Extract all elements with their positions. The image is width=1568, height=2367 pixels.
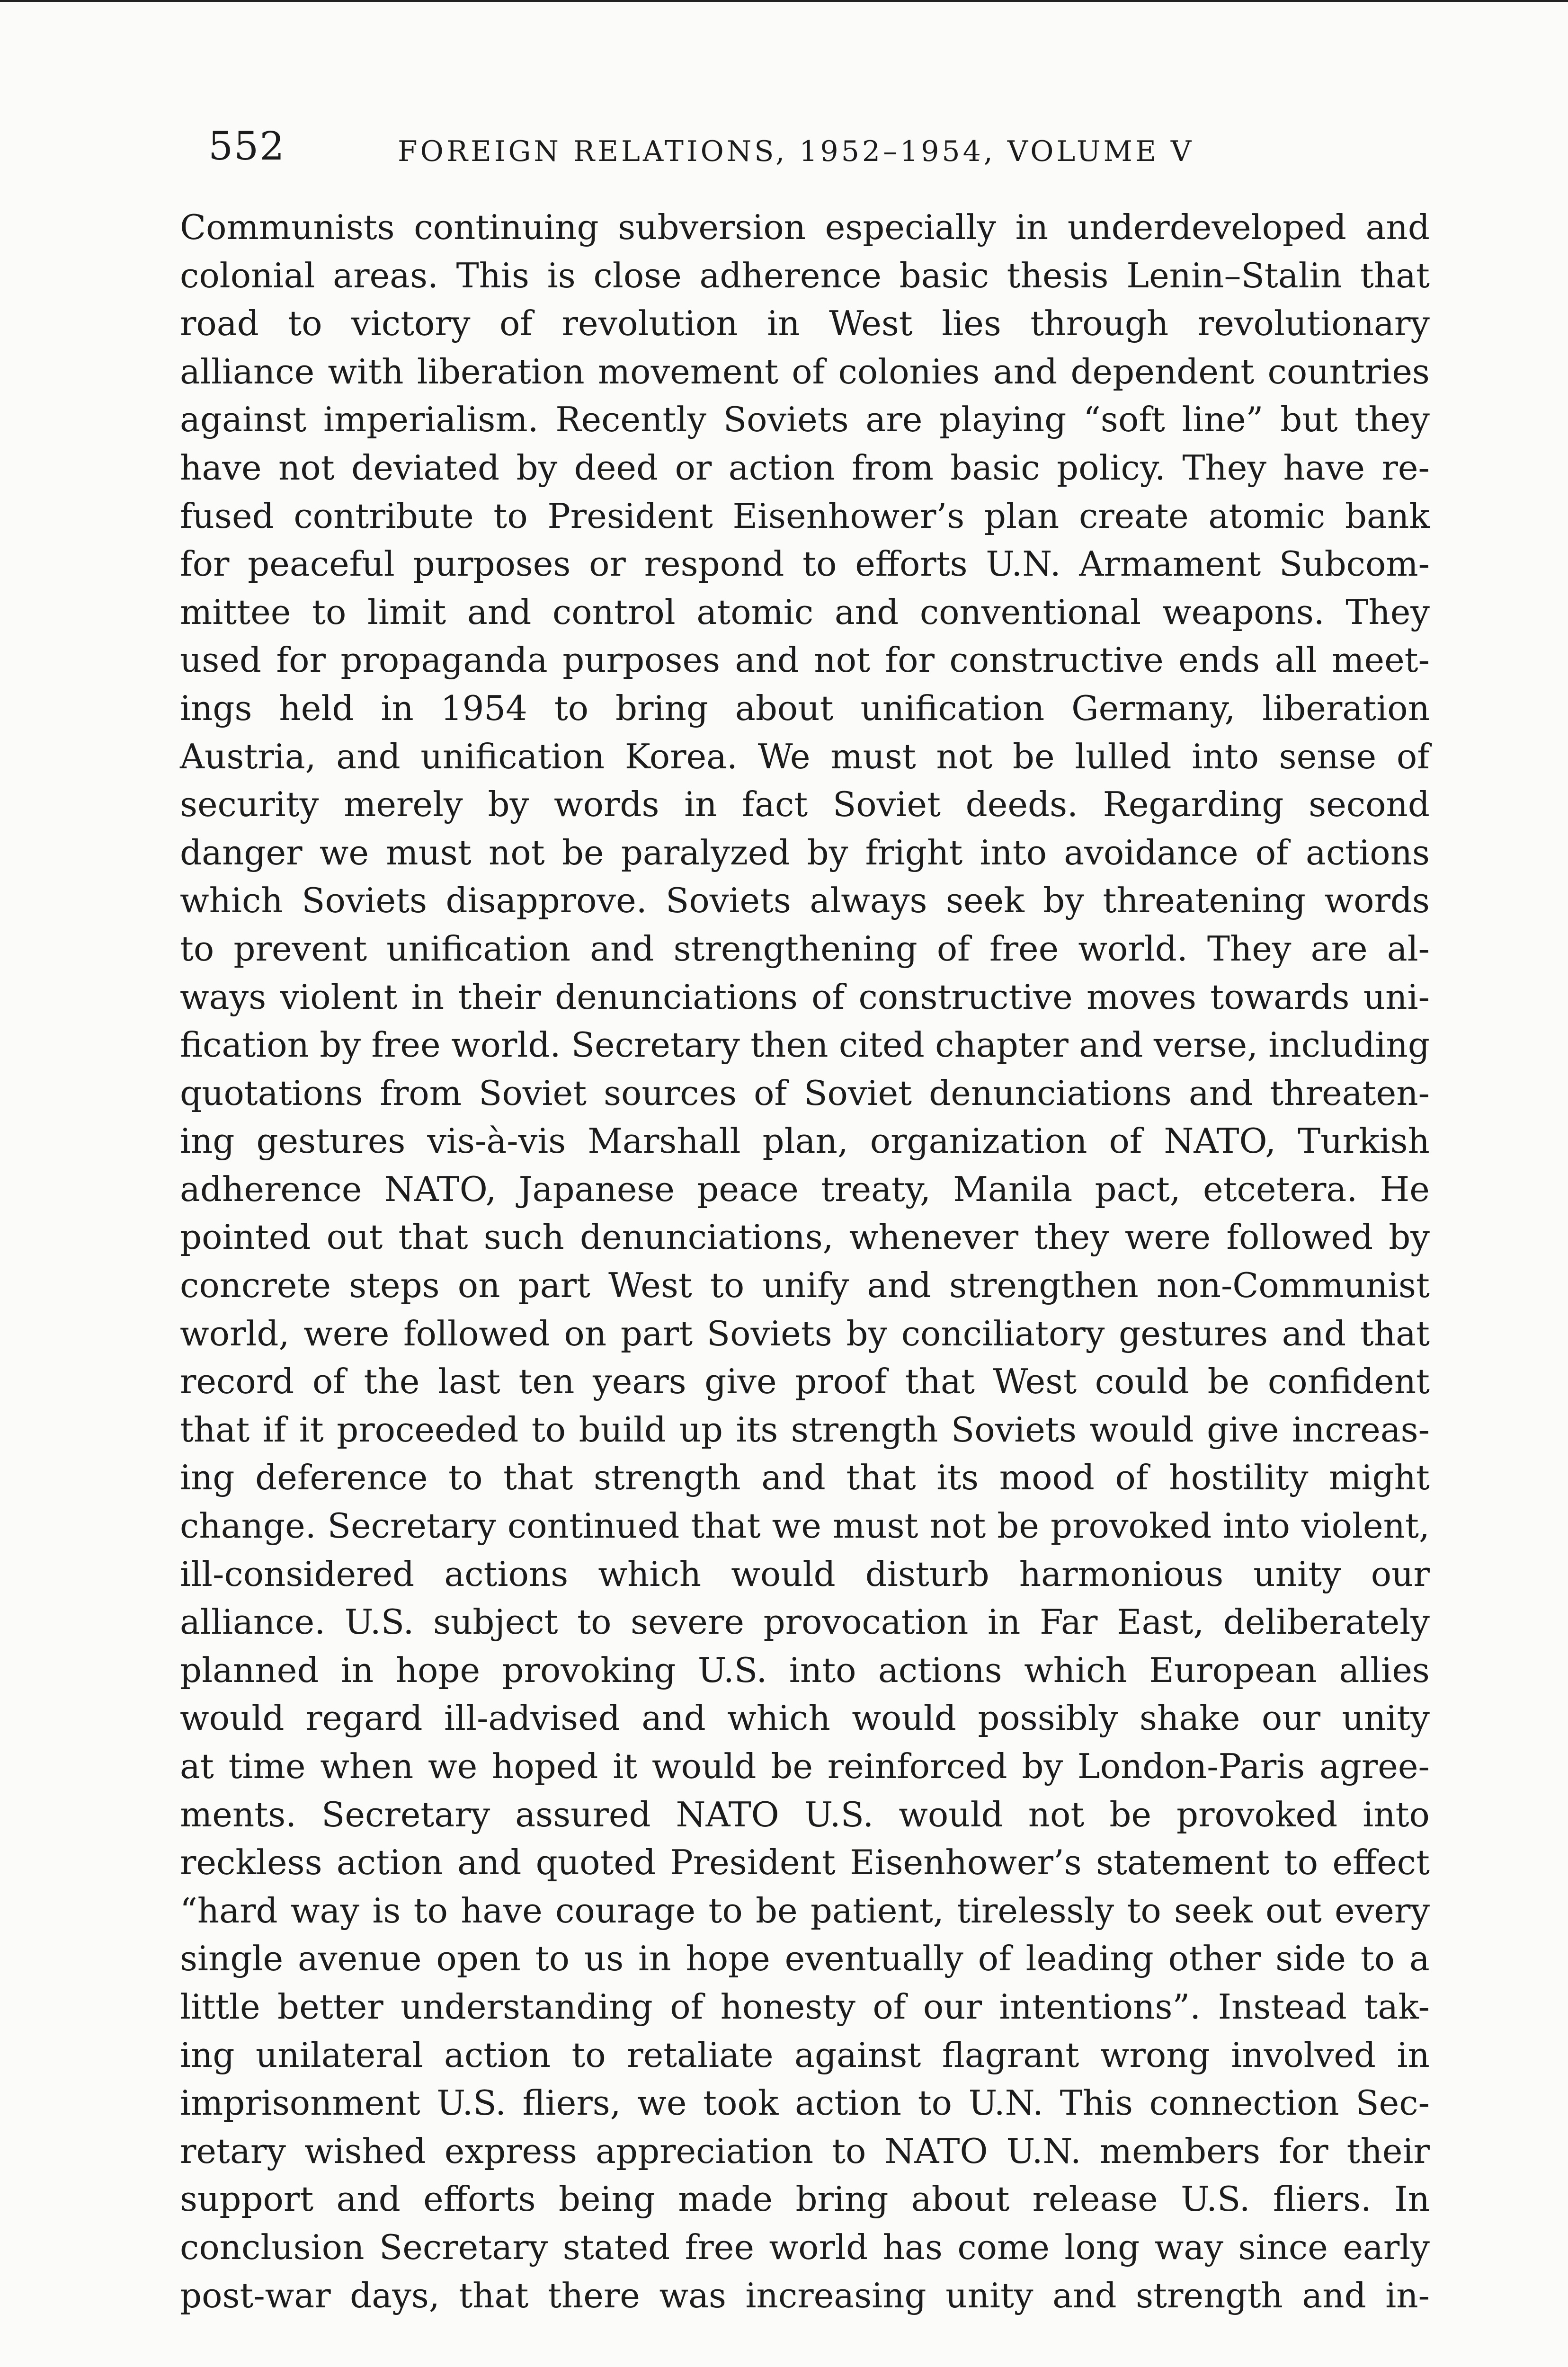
text-line: reckless action and quoted President Eisenhower’s statement to effect: [180, 1842, 1430, 1883]
text-line: pointed out that such denunciations, whenever they were followed by: [180, 1217, 1430, 1257]
text-line: ings held in 1954 to bring about unification Germany, liberation: [180, 688, 1430, 728]
text-line: which Soviets disapprove. Soviets always seek by threatening words: [180, 881, 1430, 921]
page-number: 552: [208, 124, 285, 169]
text-line: change. Secretary continued that we must not be provoked into violent,: [180, 1506, 1430, 1546]
text-line: planned in hope provoking U.S. into actions which European allies: [180, 1650, 1430, 1690]
text-line: against imperialism. Recently Soviets are playing “soft line” but they: [180, 400, 1430, 440]
text-line: alliance. U.S. subject to severe provocation in Far East, deliberately: [180, 1602, 1430, 1642]
text-line: mittee to limit and control atomic and conventional weapons. They: [180, 592, 1430, 632]
text-line: “hard way is to have courage to be patient, tirelessly to seek out every: [180, 1890, 1430, 1931]
text-line: road to victory of revolution in West lies through revolutionary: [180, 303, 1430, 344]
text-line: post-war days, that there was increasing unity and strength and in-: [180, 2275, 1430, 2315]
text-line: fication by free world. Secretary then cited chapter and verse, including: [180, 1025, 1430, 1065]
text-line: ments. Secretary assured NATO U.S. would not be provoked into: [180, 1794, 1430, 1834]
body-text: [180, 204, 1430, 2320]
text-line: for peaceful purposes or respond to efforts U.N. Armament Subcom-: [180, 544, 1430, 584]
text-line: at time when we hoped it would be reinforced by London-Paris agree-: [180, 1746, 1430, 1786]
running-head: FOREIGN RELATIONS, 1952–1954, VOLUME V: [398, 135, 1194, 168]
text-line: record of the last ten years give proof that West could be confident: [180, 1361, 1430, 1402]
text-line: security merely by words in fact Soviet deeds. Regarding second: [180, 784, 1430, 825]
text-line: ing deference to that strength and that its mood of hostility might: [180, 1458, 1430, 1498]
text-line: colonial areas. This is close adherence basic thesis Lenin–Stalin that: [180, 255, 1430, 295]
text-line: adherence NATO, Japanese peace treaty, Manila pact, etcetera. He: [180, 1169, 1430, 1209]
text-line: that if it proceeded to build up its strength Soviets would give increas-: [180, 1409, 1430, 1450]
text-line: quotations from Soviet sources of Soviet denunciations and threaten-: [180, 1073, 1430, 1113]
text-line: Austria, and unification Korea. We must not be lulled into sense of: [180, 736, 1430, 776]
text-line: retary wished express appreciation to NATO U.N. members for their: [180, 2131, 1430, 2171]
text-line: imprisonment U.S. fliers, we took action to U.N. This connection Sec-: [180, 2083, 1430, 2123]
text-line: to prevent unification and strengthening of free world. They are al-: [180, 928, 1430, 969]
page-header: [208, 118, 1430, 175]
text-line: ill-considered actions which would disturb harmonious unity our: [180, 1554, 1430, 1594]
text-line: conclusion Secretary stated free world has come long way since early: [180, 2227, 1430, 2267]
text-line: have not deviated by deed or action from basic policy. They have re-: [180, 447, 1430, 488]
text-line: fused contribute to President Eisenhower’s plan create atomic bank: [180, 496, 1430, 536]
text-line: little better understanding of honesty of our intentions”. Instead tak-: [180, 1986, 1430, 2027]
text-line: ways violent in their denunciations of constructive moves towards uni-: [180, 977, 1430, 1017]
text-line: ing gestures vis-à-vis Marshall plan, organization of NATO, Turkish: [180, 1121, 1430, 1161]
page-top-edge: [0, 0, 1568, 2]
text-line: alliance with liberation movement of colonies and dependent countries: [180, 351, 1430, 392]
text-line: single avenue open to us in hope eventually of leading other side to a: [180, 1939, 1430, 1979]
text-line: ing unilateral action to retaliate against flagrant wrong involved in: [180, 2035, 1430, 2075]
text-line: used for propaganda purposes and not for constructive ends all meet-: [180, 640, 1430, 680]
text-line: Communists continuing subversion especially in underdeveloped and: [180, 207, 1430, 247]
text-line: support and efforts being made bring about release U.S. fliers. In: [180, 2179, 1430, 2219]
text-line: would regard ill-advised and which would possibly shake our unity: [180, 1698, 1430, 1738]
text-line: concrete steps on part West to unify and strengthen non-Communist: [180, 1265, 1430, 1306]
text-line: danger we must not be paralyzed by fright into avoidance of actions: [180, 832, 1430, 872]
text-line: world, were followed on part Soviets by conciliatory gestures and that: [180, 1313, 1430, 1353]
